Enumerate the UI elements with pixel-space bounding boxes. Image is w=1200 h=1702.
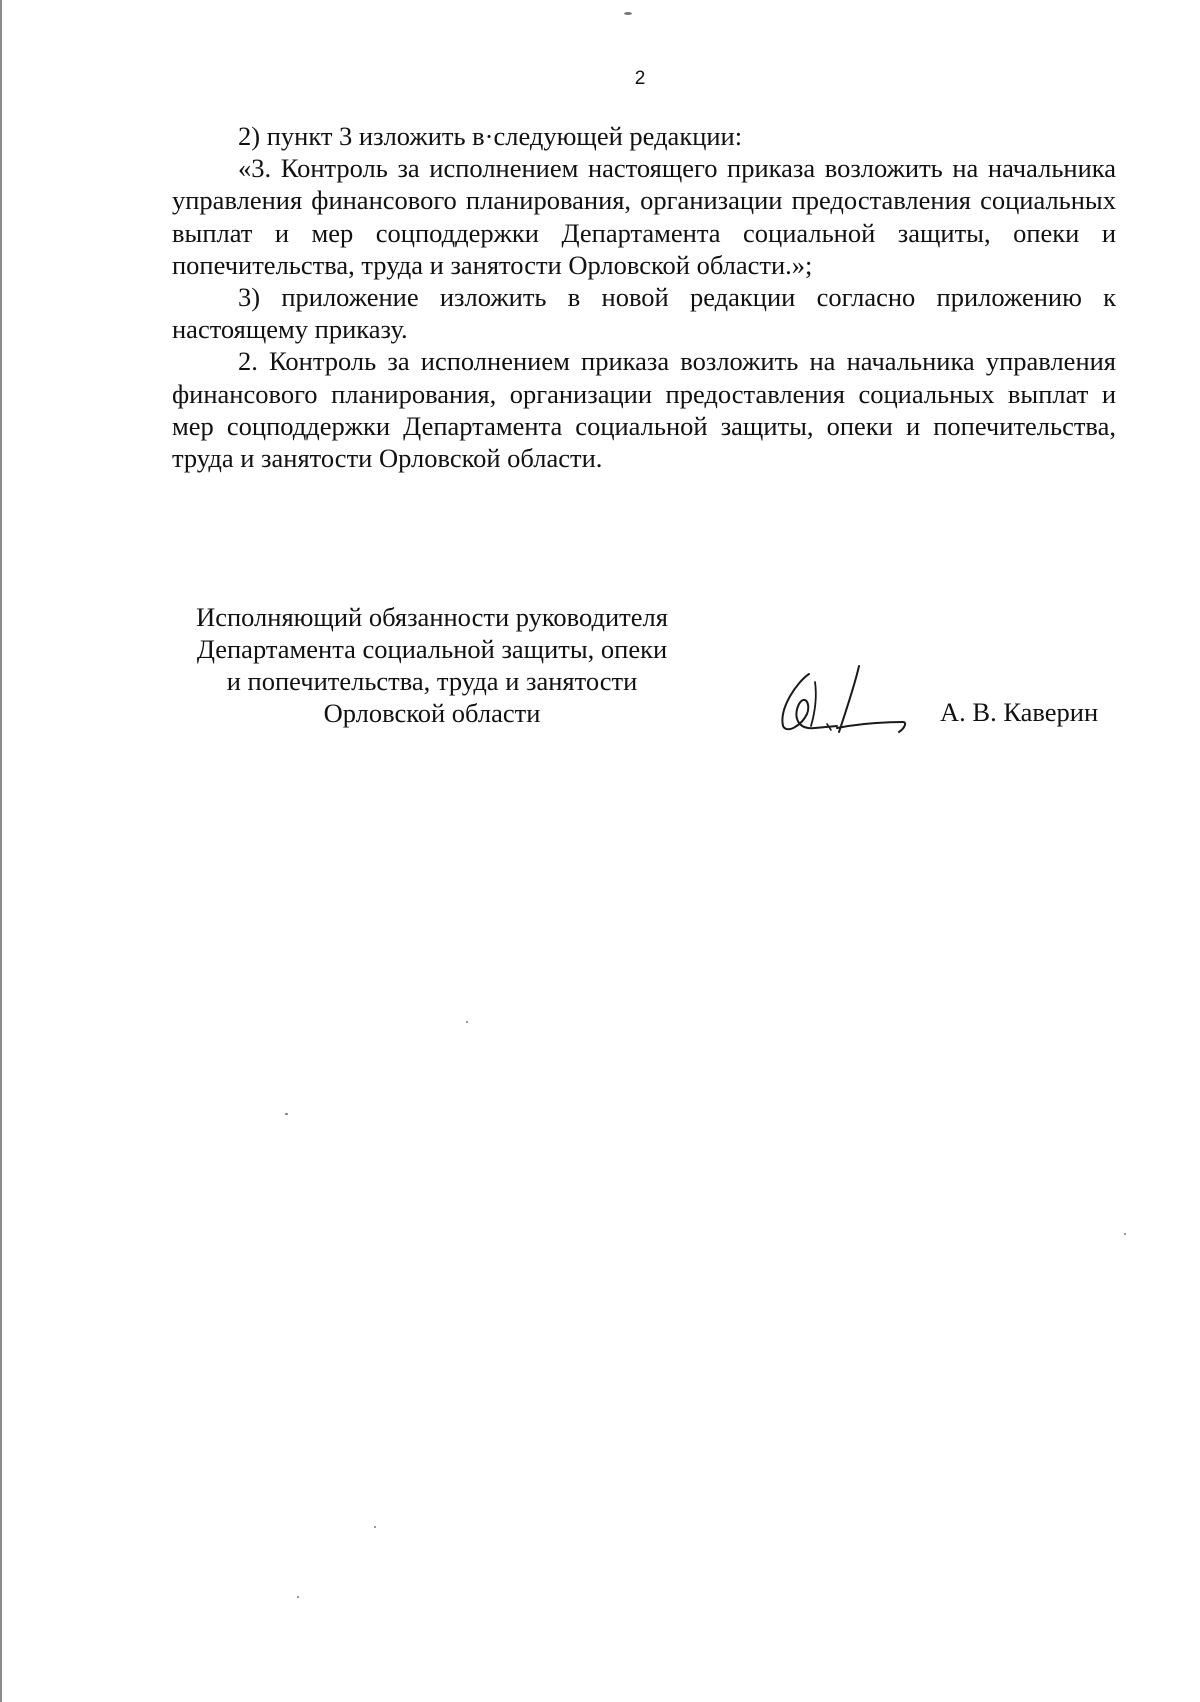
page-number: 2 [634, 68, 646, 89]
scan-speck [374, 1526, 376, 1528]
handwritten-signature [775, 660, 915, 740]
paragraph-item-3: 3) приложение изложить в новой редакции согласно приложению к настоящему приказу. [172, 282, 1116, 345]
position-line: Орловской области [323, 698, 541, 728]
scan-speck [285, 1113, 288, 1115]
signatory-position [152, 601, 712, 729]
scan-speck [1124, 1233, 1126, 1235]
paragraph-quoted-point-3: «3. Контроль за исполнением настоящего приказа возложить на начальника управления финансового планирования, организации предоставления социальных выплат и мер соцподдержки Департамента социальной защиты, опеки и попечительства, труда и занятости Орловской области.»; [172, 153, 1116, 280]
paragraph-control: 2. Контроль за исполнением приказа возложить на начальника управления финансового планирования, организации предоставления социальных выплат и мер соцподдержки Департамента социальной защиты, опеки и попечительства, труда и занятости Орловской области. [172, 346, 1116, 474]
position-line: Исполняющий обязанности руководителя [196, 602, 668, 632]
document-body [172, 120, 1116, 474]
position-line: и попечительства, труда и занятости [226, 666, 638, 696]
position-line: Департамента социальной защиты, опеки [196, 634, 668, 664]
paragraph-item-2: 2) пункт 3 изложить в·следующей редакции: [238, 121, 743, 151]
signer-name: А. В. Каверин [940, 697, 1099, 727]
scan-speck [297, 1596, 299, 1598]
scan-speck [624, 12, 632, 15]
scan-speck [466, 1021, 468, 1023]
scan-left-edge [0, 0, 2, 1702]
